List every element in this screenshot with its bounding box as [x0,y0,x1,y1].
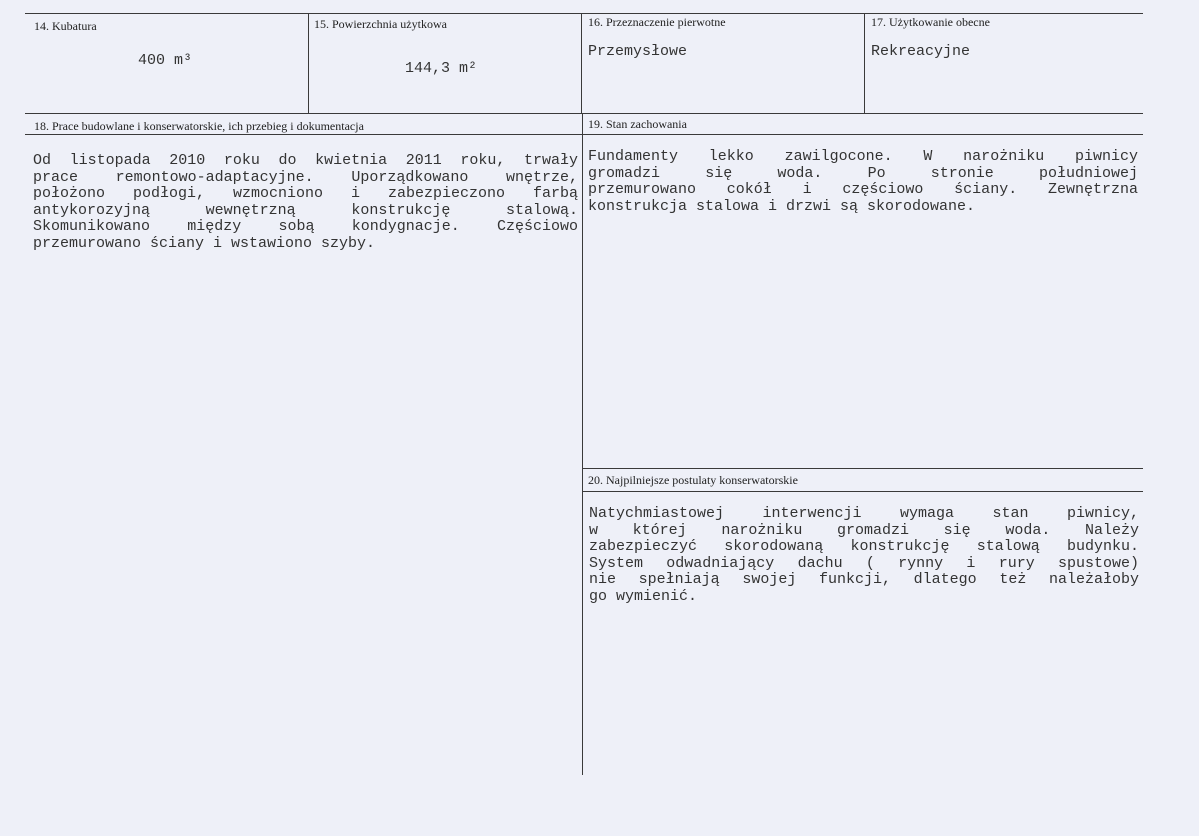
field19-label: 19. Stan zachowania [588,117,687,131]
field17-value: Rekreacyjne [871,43,971,60]
field16-value: Przemysłowe [588,43,688,60]
field20-label: 20. Najpilniejsze postulaty konserwatorskie [588,473,798,487]
field20-text [589,506,1139,605]
field20-line: Natychmiastowej interwencji wymaga stan piwnicy, [589,505,1139,522]
field19-line: Fundamenty lekko zawilgocone. W narożniku piwnicy [588,148,1138,165]
field18-line: prace remontowo-adaptacyjne. Uporządkowano wnętrze, [33,168,578,186]
field18-line: Skomunikowano między sobą kondygnacje. Częściowo [33,218,578,235]
field18-line: położono podłogi, wzmocniono i zabezpieczono farbą [33,185,578,202]
field19-text [588,149,1138,215]
field20-line: w której narożniku gromadzi się woda. Należy [589,521,1139,539]
field15-value: 144,3 m² [405,60,478,77]
field15-label: 15. Powierzchnia użytkowa [314,17,447,31]
field17-label: 17. Użytkowanie obecne [871,15,990,29]
field16-label: 16. Przeznaczenie pierwotne [588,15,726,29]
field20-line: go wymienić. [589,587,698,605]
field20-line: System odwadniający dachu ( rynny i rury spustowe) [589,554,1139,572]
field14-label: 14. Kubatura [34,19,97,33]
top-row-divider-3 [864,13,865,113]
field20-line: nie spełniają swojej funkcji, dlatego też należałoby [589,571,1139,588]
field20-label-underline [582,491,1143,492]
field19-line: gromadzi się woda. Po stronie południowej [588,164,1138,182]
field19-line: przemurowano cokół i częściowo ściany. Zewnętrzna [588,181,1138,198]
mid-row-top-border [25,113,1143,114]
top-row-divider-2 [581,13,582,113]
field20-line: zabezpieczyć skorodowaną konstrukcję stalową budynku. [589,538,1139,555]
field19-line: konstrukcja stalowa i drzwi są skorodowane. [588,197,976,215]
field18-line: Od listopada 2010 roku do kwietnia 2011 roku, trwały [33,152,578,169]
field18-label: 18. Prace budowlane i konserwatorskie, ich przebieg i dokumentacja [34,119,364,133]
field18-line: antykorozyjną wewnętrzną konstrukcję stalową. [33,201,578,219]
field14-value: 400 m³ [138,52,193,69]
main-column-divider [582,113,583,775]
field20-top-border [582,468,1143,469]
field18-line: przemurowano ściany i wstawiono szyby. [33,234,376,252]
top-row-divider-1 [308,13,309,113]
top-border [25,13,1143,14]
mid-row-label-underline [25,134,1143,135]
field18-text [33,153,578,252]
